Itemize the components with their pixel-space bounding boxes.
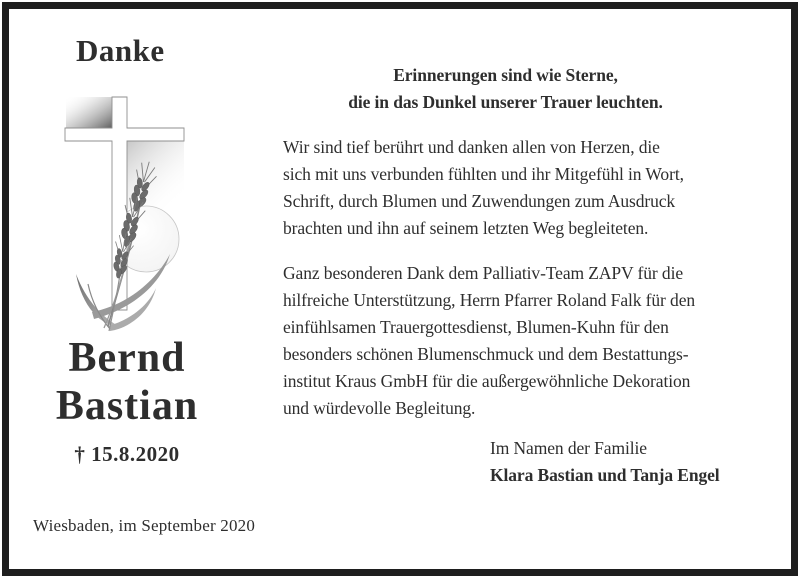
place-and-date: Wiesbaden, im September 2020 xyxy=(33,516,256,535)
text-line: einfühlsamen Trauergottesdienst, Blumen-Kuhn für den xyxy=(283,317,669,337)
text-line: institut Kraus GmbH für die außergewöhnliche Dekoration xyxy=(283,371,691,391)
text-line: Wir sind tief berührt und danken allen von Herzen, die xyxy=(283,137,660,157)
quote-line: die in das Dunkel unserer Trauer leuchten. xyxy=(348,92,663,112)
death-date: † 15.8.2020 xyxy=(74,442,180,466)
paragraph-thanks-special xyxy=(283,260,768,422)
text-line: brachten und ihn auf seinem letzten Weg begleiteten. xyxy=(283,218,649,238)
memorial-quote xyxy=(283,62,728,116)
text-line: Ganz besonderen Dank dem Palliativ-Team ZAPV für die xyxy=(283,263,684,283)
deceased-first-name: Bernd xyxy=(68,335,186,381)
deceased-name-block xyxy=(10,334,244,467)
text-line: sich mit uns verbunden fühlten und ihr Mitgefühl in Wort, xyxy=(283,164,684,184)
text-line: besonders schönen Blumenschmuck und dem Bestattungs- xyxy=(283,344,689,364)
quote-line: Erinnerungen sind wie Sterne, xyxy=(393,65,618,85)
signature-names: Klara Bastian und Tanja Engel xyxy=(490,465,720,485)
text-line: hilfreiche Unterstützung, Herrn Pfarrer Roland Falk für den xyxy=(283,290,696,310)
paragraph-thanks-general xyxy=(283,134,768,242)
text-line: und würdevolle Begleitung. xyxy=(283,398,476,418)
thanks-title: Danke xyxy=(76,33,165,68)
main-text-column xyxy=(283,62,768,489)
cross-wheat-moon-icon xyxy=(58,88,203,333)
text-line: Schrift, durch Blumen und Zuwendungen zum Ausdruck xyxy=(283,191,676,211)
family-signature xyxy=(283,435,768,489)
deceased-last-name: Bastian xyxy=(55,383,199,429)
signature-intro: Im Namen der Familie xyxy=(490,438,647,458)
